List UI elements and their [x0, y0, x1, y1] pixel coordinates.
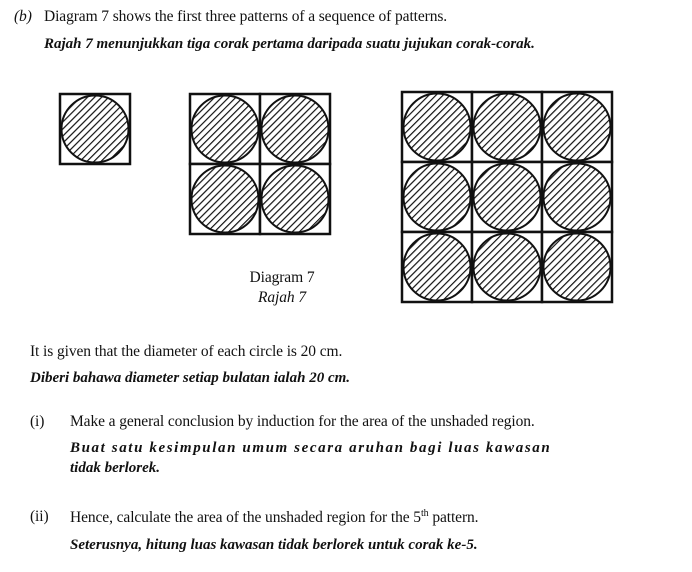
subq-1-malay-line2: tidak berlorek. — [70, 460, 160, 476]
intro-malay: Rajah 7 menunjukkan tiga corak pertama daripada suatu jujukan corak-corak. — [44, 36, 535, 52]
subq-2-english: Hence, calculate the area of the unshaded region for the 5th pattern. — [70, 508, 479, 527]
subq-1-label: (i) — [30, 413, 45, 430]
pattern-2 — [190, 94, 330, 234]
given-malay: Diberi bahawa diameter setiap bulatan ialah 20 cm. — [30, 370, 351, 386]
subq-1-english: Make a general conclusion by induction for the area of the unshaded region. — [70, 413, 535, 430]
shaded-circle — [544, 164, 611, 231]
shaded-circle — [192, 166, 259, 233]
pattern-1 — [60, 94, 130, 164]
diagram-caption-english: Diagram 7 — [249, 269, 315, 286]
shaded-circle — [474, 164, 541, 231]
given-english: It is given that the diameter of each circle is 20 cm. — [30, 343, 343, 360]
shaded-circle — [474, 234, 541, 301]
subq-2-label: (ii) — [30, 508, 49, 525]
shaded-circle — [262, 96, 329, 163]
shaded-circle — [474, 94, 541, 161]
shaded-circle — [544, 234, 611, 301]
shaded-circle — [544, 94, 611, 161]
shaded-circle — [262, 166, 329, 233]
question-part-label: (b) — [14, 8, 32, 25]
shaded-circle — [192, 96, 259, 163]
shaded-circle — [62, 96, 129, 163]
shaded-circle — [404, 164, 471, 231]
shaded-circle — [404, 94, 471, 161]
intro-english: Diagram 7 shows the first three patterns of a sequence of patterns. — [44, 8, 448, 25]
shaded-circle — [404, 234, 471, 301]
pattern-3 — [402, 92, 612, 302]
subq-1-malay-line1: Buat satu kesimpulan umum secara aruhan bagi luas kawasan — [70, 440, 552, 456]
subq-2-malay: Seterusnya, hitung luas kawasan tidak berlorek untuk corak ke-5. — [70, 537, 478, 553]
diagram-caption-malay: Rajah 7 — [258, 289, 306, 306]
